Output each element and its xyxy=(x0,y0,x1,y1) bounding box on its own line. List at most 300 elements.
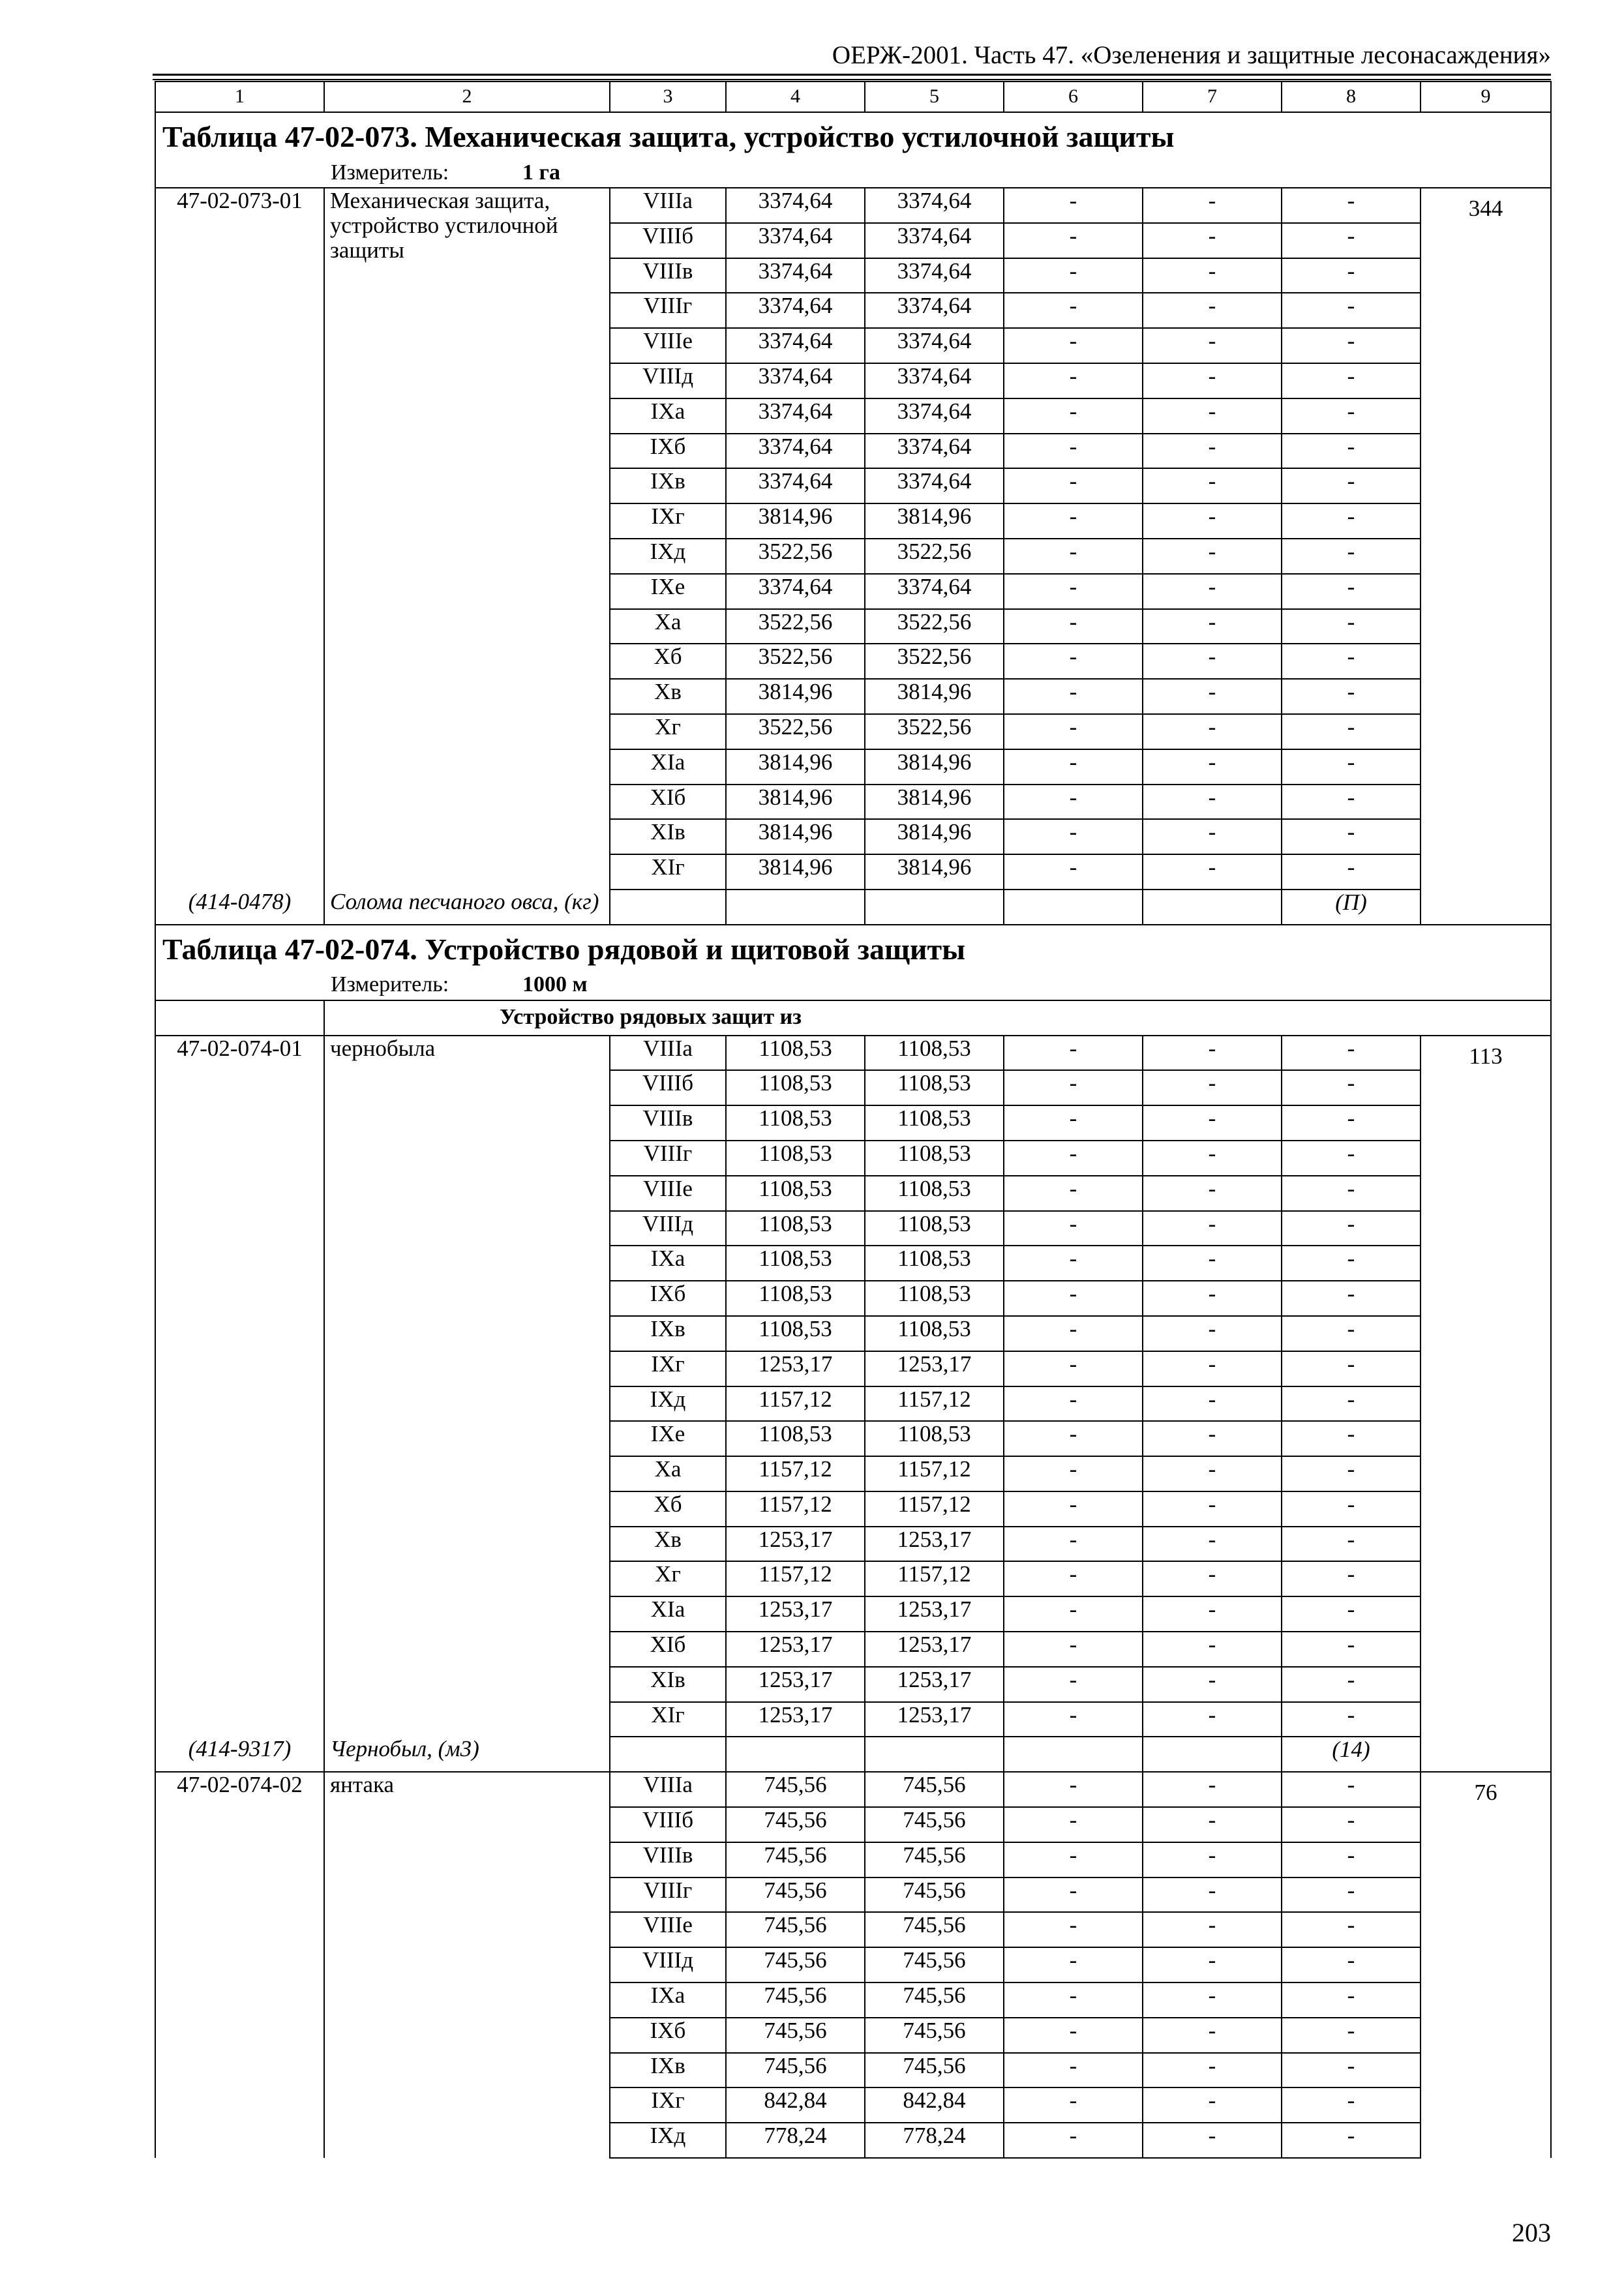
cell-col8: - xyxy=(1282,1947,1421,1982)
cell-col5: 1108,53 xyxy=(865,1105,1004,1141)
cell-col7: - xyxy=(1143,1036,1282,1071)
cell-col4: 3814,96 xyxy=(726,679,865,714)
cell-col5: 745,56 xyxy=(865,2018,1004,2053)
cell-col5: 1253,17 xyxy=(865,1596,1004,1632)
cell-col3: XIб xyxy=(610,1632,726,1667)
cell-col6: - xyxy=(1004,2053,1143,2088)
cell-col5: 3522,56 xyxy=(865,609,1004,644)
rate-code: 47-02-074-02 xyxy=(155,1772,324,2158)
cell-col4: 1108,53 xyxy=(726,1246,865,1281)
cell-col6: - xyxy=(1004,1667,1143,1702)
cell-col7: - xyxy=(1143,468,1282,503)
cell-col4: 3374,64 xyxy=(726,468,865,503)
table-title-row xyxy=(155,112,1551,158)
cell-col7: - xyxy=(1143,2123,1282,2158)
cell-col8: - xyxy=(1282,1246,1421,1281)
cell-col8: - xyxy=(1282,2018,1421,2053)
cell-col3: IXе xyxy=(610,574,726,609)
cell-col4: 1108,53 xyxy=(726,1176,865,1211)
cell-col5: 745,56 xyxy=(865,2053,1004,2088)
cell-col3: XIг xyxy=(610,1702,726,1737)
cell-col6: - xyxy=(1004,188,1143,223)
cell-col5: 745,56 xyxy=(865,1912,1004,1947)
cell-col6: - xyxy=(1004,1982,1143,2018)
cell-col3: VIIIа xyxy=(610,1036,726,1071)
cell-col4: 3522,56 xyxy=(726,609,865,644)
measure-label: Измеритель: xyxy=(331,160,449,185)
cell-col5: 745,56 xyxy=(865,1772,1004,1807)
column-number: 9 xyxy=(1421,82,1551,112)
cell-col6: - xyxy=(1004,785,1143,820)
cell-col8: - xyxy=(1282,1070,1421,1105)
cell-col4: 3814,96 xyxy=(726,749,865,785)
cell-col8: - xyxy=(1282,1211,1421,1246)
cell-col7: - xyxy=(1143,223,1282,258)
cell-col5: 1108,53 xyxy=(865,1281,1004,1316)
subheading: Устройство рядовых защит из xyxy=(324,1000,1551,1036)
cell-col7: - xyxy=(1143,1070,1282,1105)
cell-col5: 745,56 xyxy=(865,1878,1004,1913)
resource-empty-col4 xyxy=(726,1737,865,1772)
table-title-row xyxy=(155,925,1551,971)
cell-col3: VIIIв xyxy=(610,258,726,293)
cell-col7: - xyxy=(1143,1807,1282,1842)
measure-value: 1 га xyxy=(522,160,560,185)
cell-col3: VIIIе xyxy=(610,328,726,363)
cell-col7: - xyxy=(1143,1386,1282,1422)
cell-col4: 1253,17 xyxy=(726,1596,865,1632)
cell-col7: - xyxy=(1143,1632,1282,1667)
cell-col5: 1157,12 xyxy=(865,1386,1004,1422)
cell-col6: - xyxy=(1004,1491,1143,1527)
cell-col4: 3814,96 xyxy=(726,854,865,890)
cell-col6: - xyxy=(1004,398,1143,434)
cell-col3: Xг xyxy=(610,714,726,749)
cell-col6: - xyxy=(1004,1912,1143,1947)
cell-col7: - xyxy=(1143,188,1282,223)
cell-col3: IXв xyxy=(610,2053,726,2088)
resource-empty-col5 xyxy=(865,890,1004,925)
cell-col6: - xyxy=(1004,1596,1143,1632)
cell-col4: 1157,12 xyxy=(726,1456,865,1491)
cell-col7: - xyxy=(1143,749,1282,785)
running-header: ОЕРЖ-2001. Часть 47. «Озеленения и защитные лесонасаждения» xyxy=(832,41,1551,69)
cell-col5: 1108,53 xyxy=(865,1421,1004,1456)
cell-col8: - xyxy=(1282,1772,1421,1807)
column-number: 8 xyxy=(1282,82,1421,112)
cell-col8: - xyxy=(1282,258,1421,293)
resource-empty-col3 xyxy=(610,890,726,925)
resource-empty-col5 xyxy=(865,1737,1004,1772)
cell-col6: - xyxy=(1004,1702,1143,1737)
cell-col4: 3522,56 xyxy=(726,539,865,574)
cell-col5: 1253,17 xyxy=(865,1351,1004,1386)
column-number: 4 xyxy=(726,82,865,112)
cell-col3: VIIIа xyxy=(610,188,726,223)
table-row xyxy=(155,188,1551,223)
cell-col4: 745,56 xyxy=(726,1982,865,2018)
cell-col7: - xyxy=(1143,854,1282,890)
cell-col5: 3374,64 xyxy=(865,258,1004,293)
cell-col4: 3374,64 xyxy=(726,363,865,398)
cell-col7: - xyxy=(1143,609,1282,644)
cell-col6: - xyxy=(1004,1386,1143,1422)
cell-col5: 1108,53 xyxy=(865,1211,1004,1246)
cell-col7: - xyxy=(1143,819,1282,854)
cell-col4: 1108,53 xyxy=(726,1211,865,1246)
cell-col7: - xyxy=(1143,363,1282,398)
cell-col7: - xyxy=(1143,1316,1282,1351)
cell-col8: - xyxy=(1282,1281,1421,1316)
cell-col8: - xyxy=(1282,714,1421,749)
cell-col3: VIIIа xyxy=(610,1772,726,1807)
cell-col7: - xyxy=(1143,539,1282,574)
cell-col3: IXб xyxy=(610,434,726,469)
cell-col3: VIIIд xyxy=(610,363,726,398)
cell-col6: - xyxy=(1004,2123,1143,2158)
cell-col8: - xyxy=(1282,1842,1421,1878)
rates-table xyxy=(155,81,1552,2159)
header-rule xyxy=(153,74,1551,76)
cell-col7: - xyxy=(1143,785,1282,820)
measure-label: Измеритель: xyxy=(331,972,449,997)
measure-row xyxy=(155,158,1551,188)
cell-col8: - xyxy=(1282,749,1421,785)
cell-col6: - xyxy=(1004,1772,1143,1807)
cell-col5: 3522,56 xyxy=(865,539,1004,574)
cell-col6: - xyxy=(1004,1421,1143,1456)
cell-col3: VIIIг xyxy=(610,1141,726,1176)
cell-col4: 1108,53 xyxy=(726,1070,865,1105)
cell-col8: - xyxy=(1282,1351,1421,1386)
cell-col5: 3374,64 xyxy=(865,328,1004,363)
cell-col7: - xyxy=(1143,714,1282,749)
cell-col3: Xб xyxy=(610,1491,726,1527)
cell-col8: - xyxy=(1282,609,1421,644)
cell-col8: - xyxy=(1282,1912,1421,1947)
cell-col7: - xyxy=(1143,1772,1282,1807)
cell-col4: 1108,53 xyxy=(726,1421,865,1456)
cell-col5: 1157,12 xyxy=(865,1561,1004,1596)
cell-col7: - xyxy=(1143,1842,1282,1878)
cell-col5: 3814,96 xyxy=(865,819,1004,854)
cell-col8: - xyxy=(1282,644,1421,679)
cell-col6: - xyxy=(1004,1246,1143,1281)
subheading-row xyxy=(155,1000,1551,1036)
cell-col7: - xyxy=(1143,1141,1282,1176)
cell-col7: - xyxy=(1143,434,1282,469)
cell-col4: 3374,64 xyxy=(726,328,865,363)
cell-col4: 3374,64 xyxy=(726,574,865,609)
cell-col4: 745,56 xyxy=(726,1878,865,1913)
header-rule-thin xyxy=(153,79,1551,80)
column-number: 5 xyxy=(865,82,1004,112)
resource-empty-col4 xyxy=(726,890,865,925)
cell-col3: IXб xyxy=(610,2018,726,2053)
cell-col3: IXа xyxy=(610,1246,726,1281)
cell-col6: - xyxy=(1004,714,1143,749)
cell-col4: 745,56 xyxy=(726,1807,865,1842)
page-number: 203 xyxy=(1512,2218,1551,2247)
cell-col6: - xyxy=(1004,1632,1143,1667)
cell-col7: - xyxy=(1143,1281,1282,1316)
cell-col7: - xyxy=(1143,1421,1282,1456)
column-number: 1 xyxy=(155,82,324,112)
cell-col4: 778,24 xyxy=(726,2123,865,2158)
cell-col7: - xyxy=(1143,2053,1282,2088)
cell-col6: - xyxy=(1004,819,1143,854)
resource-empty-col6 xyxy=(1004,890,1143,925)
cell-col6: - xyxy=(1004,468,1143,503)
cell-col8: - xyxy=(1282,468,1421,503)
measure-row xyxy=(155,971,1551,1000)
cell-col6: - xyxy=(1004,434,1143,469)
cell-col5: 3374,64 xyxy=(865,468,1004,503)
cell-col4: 745,56 xyxy=(726,1947,865,1982)
cell-col4: 3522,56 xyxy=(726,714,865,749)
cell-col3: XIв xyxy=(610,819,726,854)
column-number: 2 xyxy=(324,82,610,112)
cell-col7: - xyxy=(1143,1211,1282,1246)
cell-col6: - xyxy=(1004,258,1143,293)
cell-col6: - xyxy=(1004,609,1143,644)
cell-col4: 1108,53 xyxy=(726,1141,865,1176)
cell-col7: - xyxy=(1143,1982,1282,2018)
cell-col6: - xyxy=(1004,539,1143,574)
cell-col5: 745,56 xyxy=(865,1842,1004,1878)
cell-col4: 745,56 xyxy=(726,2053,865,2088)
cell-col5: 3814,96 xyxy=(865,503,1004,539)
cell-col5: 3374,64 xyxy=(865,223,1004,258)
cell-col6: - xyxy=(1004,293,1143,328)
cell-col3: IXе xyxy=(610,1421,726,1456)
rate-name: чернобыла xyxy=(324,1036,610,1737)
cell-col6: - xyxy=(1004,1807,1143,1842)
cell-col4: 1253,17 xyxy=(726,1527,865,1562)
cell-col8: - xyxy=(1282,1491,1421,1527)
col9-value: 76 xyxy=(1421,1772,1551,2158)
cell-col7: - xyxy=(1143,1947,1282,1982)
cell-col5: 3522,56 xyxy=(865,714,1004,749)
cell-col3: Xа xyxy=(610,1456,726,1491)
rate-name: янтака xyxy=(324,1772,610,2158)
rate-name: Механическая защита, устройство устилочной защиты xyxy=(324,188,610,890)
cell-col5: 1108,53 xyxy=(865,1246,1004,1281)
cell-col5: 3814,96 xyxy=(865,785,1004,820)
cell-col6: - xyxy=(1004,1211,1143,1246)
cell-col4: 1253,17 xyxy=(726,1702,865,1737)
cell-col6: - xyxy=(1004,1176,1143,1211)
cell-col7: - xyxy=(1143,1702,1282,1737)
resource-empty-col7 xyxy=(1143,890,1282,925)
column-number: 7 xyxy=(1143,82,1282,112)
cell-col5: 3374,64 xyxy=(865,293,1004,328)
col9-value: 113 xyxy=(1421,1036,1551,1773)
cell-col5: 745,56 xyxy=(865,1807,1004,1842)
cell-col3: Xв xyxy=(610,679,726,714)
cell-col5: 3374,64 xyxy=(865,188,1004,223)
cell-col3: IXд xyxy=(610,539,726,574)
cell-col3: IXд xyxy=(610,1386,726,1422)
cell-col7: - xyxy=(1143,1878,1282,1913)
column-number: 3 xyxy=(610,82,726,112)
cell-col4: 1108,53 xyxy=(726,1281,865,1316)
cell-col6: - xyxy=(1004,1281,1143,1316)
cell-col7: - xyxy=(1143,503,1282,539)
cell-col6: - xyxy=(1004,1105,1143,1141)
cell-col5: 1253,17 xyxy=(865,1667,1004,1702)
cell-col7: - xyxy=(1143,258,1282,293)
cell-col7: - xyxy=(1143,1491,1282,1527)
cell-col3: XIг xyxy=(610,854,726,890)
cell-col8: - xyxy=(1282,1667,1421,1702)
cell-col3: IXг xyxy=(610,1351,726,1386)
cell-col5: 842,84 xyxy=(865,2087,1004,2123)
cell-col3: VIIIг xyxy=(610,1878,726,1913)
cell-col7: - xyxy=(1143,2087,1282,2123)
cell-col5: 1108,53 xyxy=(865,1036,1004,1071)
cell-col3: VIIIе xyxy=(610,1912,726,1947)
cell-col8: - xyxy=(1282,1878,1421,1913)
cell-col3: IXг xyxy=(610,2087,726,2123)
cell-col4: 3374,64 xyxy=(726,188,865,223)
cell-col4: 1253,17 xyxy=(726,1632,865,1667)
measure xyxy=(155,158,1551,188)
cell-col6: - xyxy=(1004,644,1143,679)
cell-col4: 1253,17 xyxy=(726,1667,865,1702)
cell-col7: - xyxy=(1143,1912,1282,1947)
cell-col6: - xyxy=(1004,1036,1143,1071)
rate-code: 47-02-073-01 xyxy=(155,188,324,890)
cell-col7: - xyxy=(1143,644,1282,679)
cell-col5: 1253,17 xyxy=(865,1632,1004,1667)
cell-col5: 3814,96 xyxy=(865,749,1004,785)
cell-col5: 1253,17 xyxy=(865,1702,1004,1737)
cell-col5: 1108,53 xyxy=(865,1316,1004,1351)
cell-col5: 3374,64 xyxy=(865,434,1004,469)
cell-col3: Xа xyxy=(610,609,726,644)
cell-col8: - xyxy=(1282,1316,1421,1351)
cell-col7: - xyxy=(1143,398,1282,434)
cell-col4: 1253,17 xyxy=(726,1351,865,1386)
cell-col4: 1157,12 xyxy=(726,1491,865,1527)
table-title: Таблица 47-02-074. Устройство рядовой и щитовой защиты xyxy=(155,925,1551,971)
cell-col8: - xyxy=(1282,293,1421,328)
cell-col8: - xyxy=(1282,328,1421,363)
subheading-code xyxy=(155,1000,324,1036)
cell-col4: 3374,64 xyxy=(726,434,865,469)
cell-col7: - xyxy=(1143,574,1282,609)
resource-col8: (П) xyxy=(1282,890,1421,925)
cell-col6: - xyxy=(1004,1070,1143,1105)
cell-col6: - xyxy=(1004,679,1143,714)
cell-col8: - xyxy=(1282,398,1421,434)
cell-col8: - xyxy=(1282,1527,1421,1562)
cell-col4: 3814,96 xyxy=(726,785,865,820)
measure-value: 1000 м xyxy=(522,972,588,997)
measure xyxy=(155,971,1551,1000)
cell-col4: 1157,12 xyxy=(726,1561,865,1596)
cell-col7: - xyxy=(1143,328,1282,363)
cell-col8: - xyxy=(1282,188,1421,223)
cell-col7: - xyxy=(1143,1596,1282,1632)
cell-col5: 1108,53 xyxy=(865,1070,1004,1105)
cell-col5: 1157,12 xyxy=(865,1456,1004,1491)
cell-col8: - xyxy=(1282,539,1421,574)
cell-col3: IXд xyxy=(610,2123,726,2158)
cell-col6: - xyxy=(1004,2018,1143,2053)
cell-col5: 3814,96 xyxy=(865,679,1004,714)
cell-col8: - xyxy=(1282,363,1421,398)
cell-col7: - xyxy=(1143,1527,1282,1562)
cell-col6: - xyxy=(1004,854,1143,890)
cell-col7: - xyxy=(1143,1105,1282,1141)
cell-col3: IXв xyxy=(610,1316,726,1351)
cell-col5: 745,56 xyxy=(865,1947,1004,1982)
resource-empty-col7 xyxy=(1143,1737,1282,1772)
cell-col6: - xyxy=(1004,2087,1143,2123)
cell-col6: - xyxy=(1004,1561,1143,1596)
cell-col6: - xyxy=(1004,1141,1143,1176)
cell-col5: 1108,53 xyxy=(865,1176,1004,1211)
cell-col4: 745,56 xyxy=(726,1912,865,1947)
column-number: 6 xyxy=(1004,82,1143,112)
col9-value: 344 xyxy=(1421,188,1551,925)
cell-col4: 842,84 xyxy=(726,2087,865,2123)
cell-col4: 3374,64 xyxy=(726,223,865,258)
cell-col8: - xyxy=(1282,1632,1421,1667)
resource-name: Солома песчаного овса, (кг) xyxy=(324,890,610,925)
cell-col5: 3374,64 xyxy=(865,574,1004,609)
cell-col3: IXв xyxy=(610,468,726,503)
cell-col6: - xyxy=(1004,1842,1143,1878)
cell-col4: 745,56 xyxy=(726,2018,865,2053)
cell-col4: 3814,96 xyxy=(726,819,865,854)
cell-col6: - xyxy=(1004,574,1143,609)
cell-col5: 3374,64 xyxy=(865,363,1004,398)
resource-name: Чернобыл, (м3) xyxy=(324,1737,610,1772)
cell-col5: 3522,56 xyxy=(865,644,1004,679)
cell-col7: - xyxy=(1143,1561,1282,1596)
cell-col6: - xyxy=(1004,328,1143,363)
cell-col3: IXб xyxy=(610,1281,726,1316)
cell-col3: VIIIб xyxy=(610,223,726,258)
cell-col8: - xyxy=(1282,1456,1421,1491)
cell-col8: - xyxy=(1282,1036,1421,1071)
cell-col3: VIIIд xyxy=(610,1211,726,1246)
cell-col3: Xв xyxy=(610,1527,726,1562)
table-row xyxy=(155,1036,1551,1071)
resource-code: (414-0478) xyxy=(155,890,324,925)
cell-col5: 1108,53 xyxy=(865,1141,1004,1176)
cell-col8: - xyxy=(1282,2123,1421,2158)
cell-col7: - xyxy=(1143,2018,1282,2053)
cell-col3: VIIIг xyxy=(610,293,726,328)
cell-col8: - xyxy=(1282,434,1421,469)
table-title: Таблица 47-02-073. Механическая защита, устройство устилочной защиты xyxy=(155,112,1551,158)
cell-col6: - xyxy=(1004,223,1143,258)
cell-col4: 3814,96 xyxy=(726,503,865,539)
cell-col8: - xyxy=(1282,1141,1421,1176)
cell-col6: - xyxy=(1004,1316,1143,1351)
cell-col4: 745,56 xyxy=(726,1772,865,1807)
cell-col4: 1157,12 xyxy=(726,1386,865,1422)
cell-col7: - xyxy=(1143,1667,1282,1702)
cell-col3: IXа xyxy=(610,1982,726,2018)
cell-col3: VIIIб xyxy=(610,1070,726,1105)
cell-col3: XIа xyxy=(610,1596,726,1632)
cell-col3: Xб xyxy=(610,644,726,679)
